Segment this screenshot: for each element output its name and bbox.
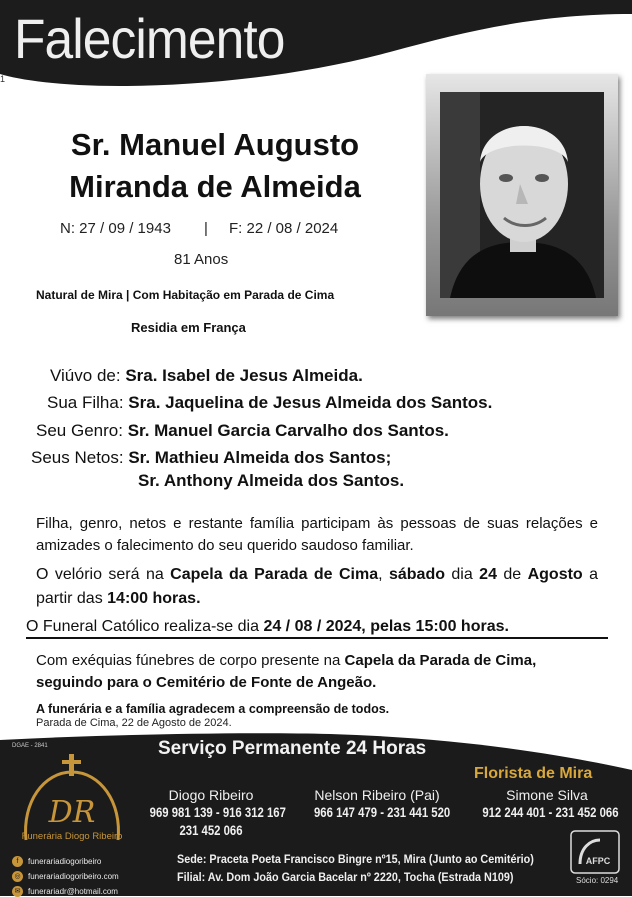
date-separator: | — [204, 220, 208, 237]
instagram-icon: ◎ — [12, 871, 23, 882]
contact-nelson: Nelson Ribeiro (Pai) 966 147 479 - 231 441 520 — [314, 787, 451, 820]
relative-name: Sr. Anthony Almeida dos Santos. — [138, 471, 405, 490]
relative-name: Sr. Manuel Garcia Carvalho dos Santos. — [127, 421, 449, 440]
relative-name: Sra. Isabel de Jesus Almeida. — [125, 366, 363, 385]
portrait-photo — [440, 92, 604, 298]
service-banner: Serviço Permanente 24 Horas — [158, 738, 427, 759]
name-line-2: Miranda de Almeida — [69, 169, 361, 204]
svg-text:AFPC: AFPC — [585, 856, 611, 866]
wake-text: O velório será na Capela da Parada de Cima, sábado dia 24 de Agosto a partir das 14:00 horas. — [36, 566, 599, 607]
contact-diogo: Diogo Ribeiro 969 981 139 - 916 312 167 231 452 066 — [149, 787, 286, 838]
relative-row — [47, 393, 492, 413]
address-filial: Filial: Av. Dom João Garcia Bacelar nº 2220, Tocha (Estrada N109) — [177, 870, 514, 884]
association-badge — [570, 830, 620, 874]
contact-simone: Simone Silva 912 244 401 - 231 452 066 — [482, 787, 619, 820]
announcement-text: Filha, genro, netos e restante família participam às pessoas de suas relações e amizades o falecimento do seu querido saudoso familiar. — [36, 515, 598, 554]
thanks-text: A funerária e a família agradecem a compreensão de todos. — [36, 702, 390, 716]
relative-row — [36, 421, 449, 441]
relative-label: Sua Filha: — [47, 393, 124, 412]
birth-date: N: 27 / 09 / 1943 — [60, 220, 171, 237]
name-line-1: Sr. Manuel Augusto — [70, 127, 360, 162]
age: 81 Anos — [174, 251, 229, 268]
social-email[interactable]: ✉ funerariadr@hotmail.com — [12, 886, 118, 897]
death-date: F: 22 / 08 / 2024 — [229, 220, 339, 237]
funeral-text: O Funeral Católico realiza-se dia 24 / 08 / 2024, pelas 15:00 horas. — [26, 618, 608, 639]
logo-initials: DR — [48, 795, 96, 830]
logo-name: Funerária Diogo Ribeiro — [21, 831, 123, 842]
relative-label: Seus Netos: — [31, 448, 124, 467]
residence-abroad: Residia em França — [131, 320, 246, 335]
place-date: Parada de Cima, 22 de Agosto de 2024. — [36, 717, 232, 729]
social-website[interactable]: ◎ funerariadiogoribeiro.com — [12, 871, 119, 882]
member-number: Sócio: 0294 — [576, 876, 619, 885]
facebook-icon: f — [12, 856, 23, 867]
relative-row-continued — [138, 471, 404, 491]
deceased-name — [0, 124, 430, 208]
relative-name: Sr. Mathieu Almeida dos Santos; — [128, 448, 392, 467]
relative-label: Seu Genro: — [36, 421, 123, 440]
florist-name: Florista de Mira — [474, 765, 593, 782]
dgae-code: DGAE - 2841 — [12, 743, 48, 749]
relative-label: Viúvo de: — [50, 366, 121, 385]
relative-row — [31, 448, 391, 468]
exequies-text: Com exéquias fúnebres de corpo presente na Capela da Parada de Cima, seguindo para o Cemitério de Fonte de Angeão. — [36, 652, 537, 691]
portrait-frame — [426, 74, 618, 316]
relative-row — [50, 366, 363, 386]
address-sede: Sede: Praceta Poeta Francisco Bingre nº15, Mira (Junto ao Cemitério) — [177, 852, 534, 866]
page-marker: 1 — [0, 74, 6, 84]
page-title: Falecimento — [14, 7, 285, 70]
relative-name: Sra. Jaquelina de Jesus Almeida dos Santos. — [128, 393, 493, 412]
social-facebook[interactable]: f funerariadiogoribeiro — [12, 856, 101, 867]
origin-residence: Natural de Mira | Com Habitação em Parada de Cima — [36, 288, 335, 302]
email-icon: ✉ — [12, 886, 23, 897]
